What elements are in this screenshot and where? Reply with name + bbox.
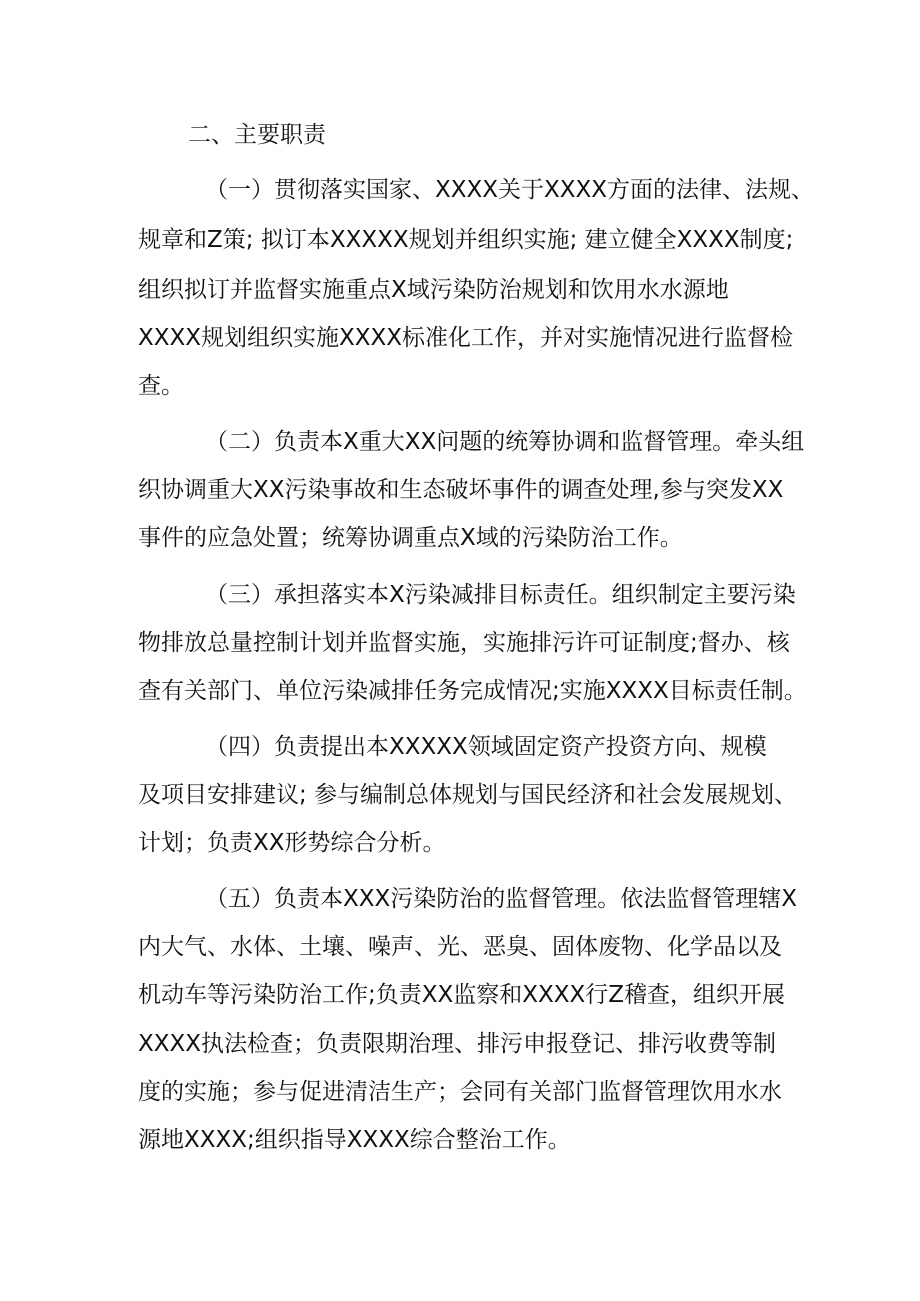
paragraph-1-line-2: 规章和Z策; 拟订本XXXXX规划并组织实施; 建立健全XXXX制度; — [138, 227, 794, 253]
paragraph-1-line-3: 组织拟订并监督实施重点X域污染防治规划和饮用水水源地 — [138, 277, 729, 303]
paragraph-3-line-2: 物排放总量控制计划并监督实施，实施排污许可证制度;督办、核 — [138, 630, 790, 656]
section-heading: 二、主要职责 — [188, 122, 326, 148]
paragraph-2-line-1: （二）负责本X重大XX问题的统筹协调和监督管理。牵头组 — [205, 429, 805, 455]
paragraph-1-line-5: 查。 — [138, 373, 184, 399]
paragraph-4-line-3: 计划；负责XX形势综合分析。 — [138, 830, 446, 856]
paragraph-1-line-1: （一）贯彻落实国家、XXXX关于XXXX方面的法律、法规、 — [205, 177, 815, 203]
paragraph-2-line-3: 事件的应急处置；统筹协调重点X域的污染防治工作。 — [138, 525, 683, 551]
paragraph-4-line-2: 及项目安排建议; 参与编制总体规划与国民经济和社会发展规划、 — [138, 782, 798, 808]
paragraph-5-line-2: 内大气、水体、土壤、噪声、光、恶臭、固体废物、化学品以及 — [138, 934, 782, 960]
paragraph-3-line-1: （三）承担落实本X污染减排目标责任。组织制定主要污染 — [205, 582, 796, 608]
paragraph-5-line-1: （五）负责本XXX污染防治的监督管理。依法监督管理辖X — [205, 886, 798, 912]
paragraph-5-line-4: XXXX执法检查；负责限期治理、排污申报登记、排污收费等制 — [138, 1031, 777, 1057]
paragraph-5-line-6: 源地XXXX;组织指导XXXX综合整治工作。 — [138, 1127, 571, 1153]
paragraph-3-line-3: 查有关部门、单位污染减排任务完成情况;实施XXXX目标责任制。 — [138, 678, 807, 704]
paragraph-5-line-3: 机动车等污染防治工作;负责XX监察和XXXX行Z稽查，组织开展 — [138, 982, 786, 1008]
paragraph-4-line-1: （四）负责提出本XXXXX领域固定资产投资方向、规模 — [205, 734, 767, 760]
paragraph-1-line-4: XXXX规划组织实施XXXX标准化工作，并对实施情况进行监督检 — [138, 325, 794, 351]
paragraph-5-line-5: 度的实施；参与促进清洁生产；会同有关部门监督管理饮用水水 — [138, 1079, 782, 1105]
paragraph-2-line-2: 织协调重大XX污染事故和生态破坏事件的调查处理,参与突发XX — [138, 477, 784, 503]
